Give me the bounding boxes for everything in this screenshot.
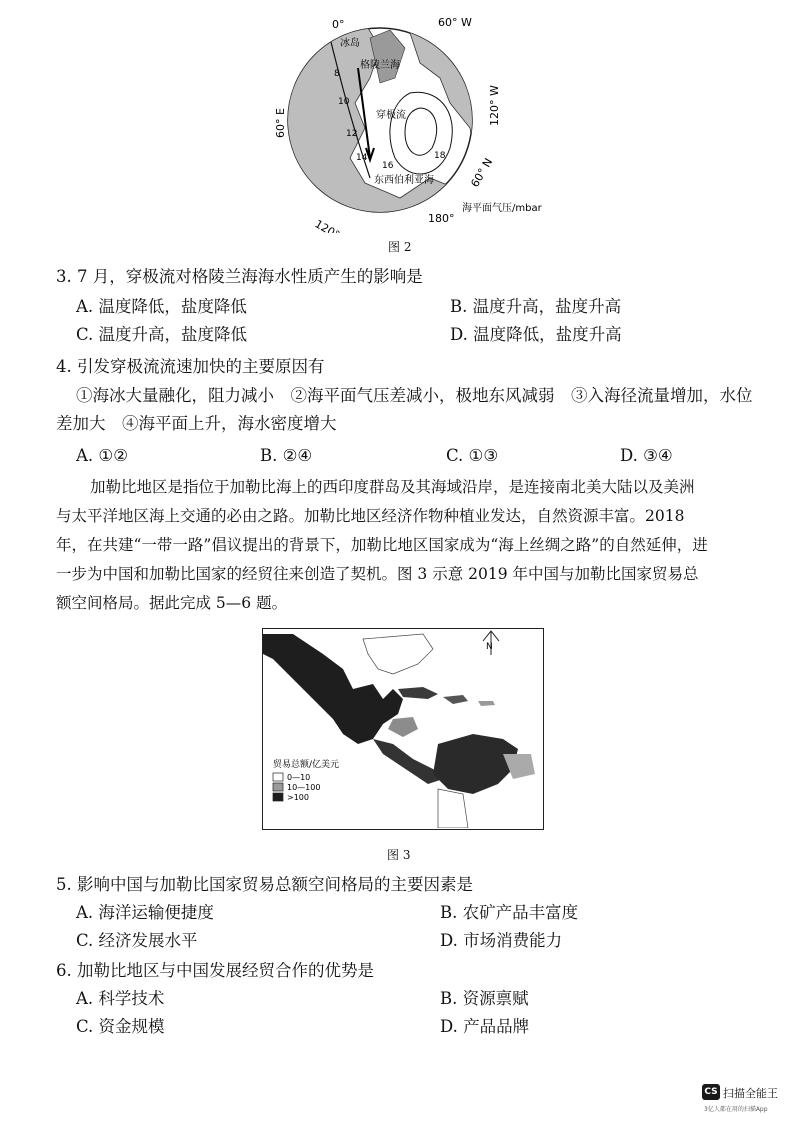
lon-120e: 120° E — [312, 217, 352, 233]
q6-option-a: A. 科学技术 — [76, 989, 165, 1008]
passage-line-3: 年，在共建“一带一路”倡议提出的背景下，加勒比地区国家成为“海上丝绸之路”的自然延伸，进 — [56, 536, 708, 554]
q4-option-b: B. ②④ — [260, 446, 313, 465]
scanner-name: 扫描全能王 — [723, 1087, 778, 1100]
q4-stem: 4. 引发穿极流流速加快的主要原因有 — [56, 357, 325, 376]
figure-3-caption: 图 3 — [387, 848, 411, 862]
legend-swatch-high — [273, 793, 283, 801]
isobar-14: 14 — [356, 153, 368, 163]
q5-stem: 5. 影响中国与加勒比国家贸易总额空间格局的主要因素是 — [56, 875, 473, 894]
q3-option-c: C. 温度升高，盐度降低 — [76, 325, 248, 344]
lat-60n: 60° N — [468, 155, 496, 190]
q4-option-d: D. ③④ — [620, 446, 673, 465]
q3-option-b: B. 温度升高，盐度升高 — [450, 297, 622, 316]
label-iceland: 冰岛 — [340, 38, 360, 49]
q6-option-c: C. 资金规模 — [76, 1017, 165, 1036]
legend-item-high: >100 — [287, 793, 309, 802]
q3-stem: 3. 7 月，穿极流对格陵兰海海水性质产生的影响是 — [56, 267, 423, 286]
isobar-16: 16 — [382, 161, 394, 171]
caribbean-map — [263, 629, 542, 828]
legend-item-mid: 10—100 — [287, 783, 321, 792]
passage-line-5: 额空间格局。据此完成 5—6 题。 — [56, 594, 288, 612]
q3-option-d: D. 温度降低，盐度升高 — [450, 325, 622, 344]
isobar-12: 12 — [346, 129, 358, 139]
q4-line-2: 差加大 ④海平面上升，海水密度增大 — [56, 414, 337, 433]
lon-120w: 120° W — [488, 85, 501, 126]
q5-option-b: B. 农矿产品丰富度 — [440, 903, 579, 922]
legend-item-low: 0—10 — [287, 773, 311, 782]
passage-line-2: 与太平洋地区海上交通的必由之路。加勒比地区经济作物种植业发达，自然资源丰富。2018 — [56, 507, 685, 525]
isobar-18: 18 — [434, 151, 446, 161]
lon-60e: 60° E — [274, 108, 287, 138]
north-arrow-label: N — [486, 642, 493, 652]
lon-0: 0° — [332, 18, 345, 31]
figure-3 — [262, 628, 544, 830]
isobar-8: 8 — [334, 69, 340, 79]
legend-pressure: 海平面气压/mbar — [462, 203, 542, 214]
q4-line-1: ①海冰大量融化，阻力减小 ②海平面气压差减小，极地东风减弱 ③入海径流量增加，水位 — [76, 386, 753, 405]
legend-title: 贸易总额/亿美元 — [273, 760, 340, 770]
polar-map — [270, 8, 560, 233]
label-transpolar: 穿极流 — [376, 110, 406, 121]
passage-line-1: 加勒比地区是指位于加勒比海上的西印度群岛及其海域沿岸，是连接南北美大陆以及美洲 — [90, 478, 695, 496]
isobar-10: 10 — [338, 97, 350, 107]
lon-180: 180° — [428, 212, 455, 225]
q5-option-d: D. 市场消费能力 — [440, 931, 563, 950]
q4-option-a: A. ①② — [76, 446, 128, 465]
q6-stem: 6. 加勒比地区与中国发展经贸合作的优势是 — [56, 961, 374, 980]
q3-option-a: A. 温度降低，盐度降低 — [76, 297, 247, 316]
figure-2-caption: 图 2 — [388, 240, 412, 254]
q5-option-a: A. 海洋运输便捷度 — [76, 903, 214, 922]
scanner-logo-icon: CS — [702, 1084, 720, 1100]
passage-line-4: 一步为中国和加勒比国家的经贸往来创造了契机。图 3 示意 2019 年中国与加勒比国家贸易总 — [56, 565, 699, 583]
lon-60w: 60° W — [438, 16, 472, 29]
legend-swatch-mid — [273, 783, 283, 791]
label-greenland-sea: 格陵兰海 — [360, 60, 400, 71]
legend-swatch-low — [273, 773, 283, 781]
figure-2 — [270, 8, 560, 233]
q4-option-c: C. ①③ — [446, 446, 499, 465]
scanner-watermark — [702, 1084, 790, 1116]
q5-option-c: C. 经济发展水平 — [76, 931, 198, 950]
q6-option-b: B. 资源禀赋 — [440, 989, 529, 1008]
label-east-siberian-sea: 东西伯利亚海 — [374, 175, 434, 186]
scanner-slogan: 3亿人都在用的扫描App — [704, 1106, 768, 1113]
q6-option-d: D. 产品品牌 — [440, 1017, 530, 1036]
